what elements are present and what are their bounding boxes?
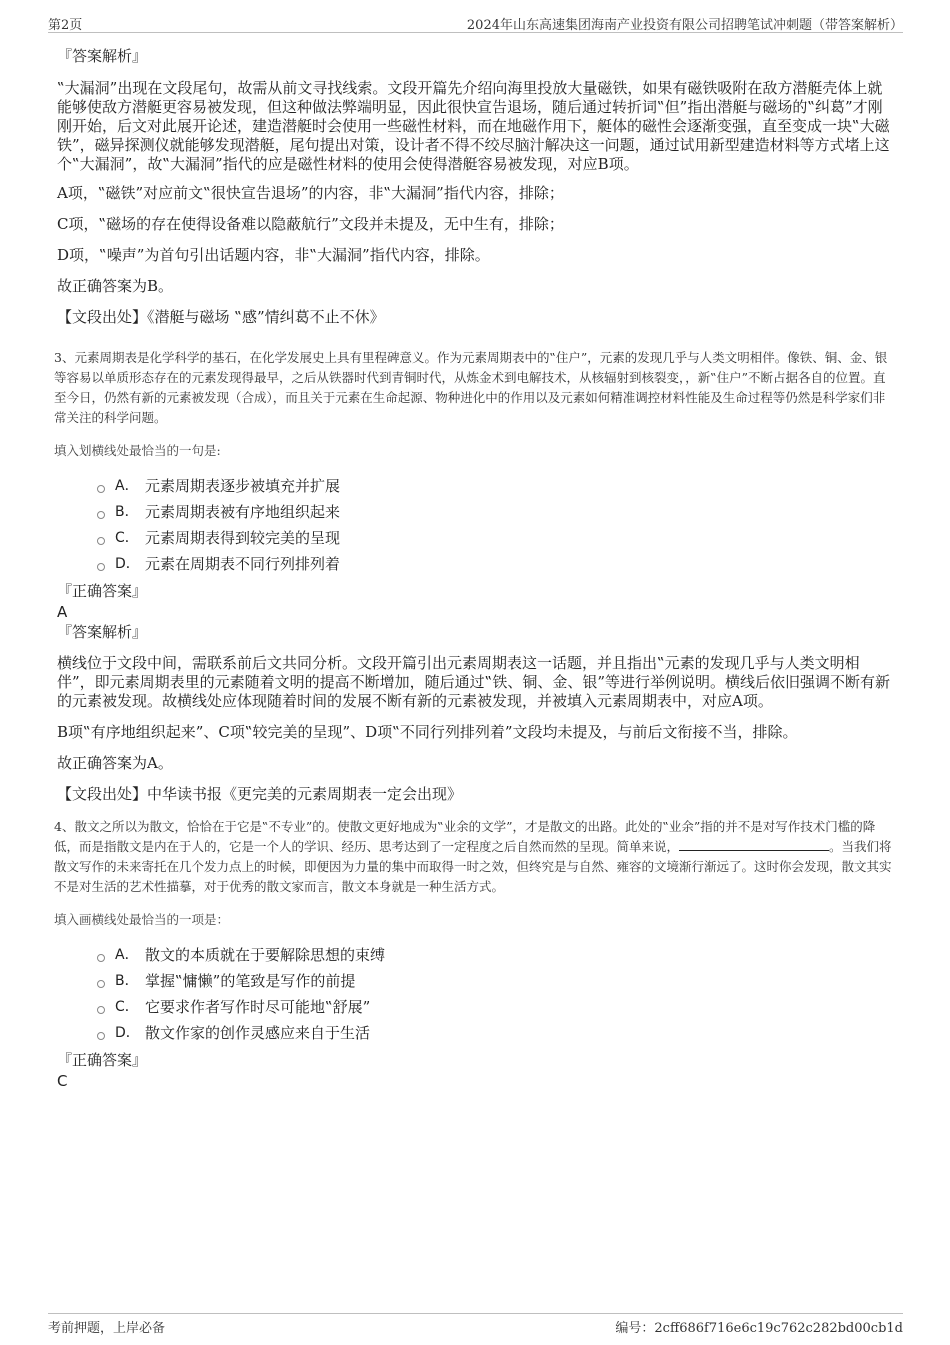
q3-answer: A [57, 603, 68, 621]
q3-option-c[interactable]: C． 元素周期表得到较完美的呈现 [97, 525, 893, 551]
q3-source: 【文段出处】中华读书报《更完美的元素周期表一定会出现》 [57, 785, 463, 803]
q2-source: 【文段出处】《潜艇与磁场 ‟感”情纠葛不止不休》 [57, 308, 385, 326]
radio-icon[interactable] [97, 954, 105, 962]
document-id: 编号：2cff686f716e6c19c762c282bd00cb1d [615, 1321, 903, 1336]
page-number: 第2页 [48, 18, 83, 33]
q3-option-b[interactable]: B． 元素周期表被有序地组织起来 [97, 499, 893, 525]
fill-in-blank [679, 838, 829, 851]
radio-icon[interactable] [97, 537, 105, 545]
q2-analysis-para-3: C项，‟磁场的存在使得设备难以隐蔽航行”文段并未提及，无中生有，排除； [57, 215, 564, 233]
q3-options [57, 473, 893, 577]
q3-question-text: 3、元素周期表是化学科学的基石，在化学发展史上具有里程碑意义。作为元素周期表中的‟住户”，元素的发现几乎与人类文明相伴。像铁、铜、金、银等容易以单质形态存在的元素发现得最早，之后从铁器时代到青铜时代，从炼金术到电解技术，从核辐射到核裂变，，新‟住户”不断占据各自的位置。直至今日，仍然有新的元素被发现（合成），而且关于元素在生命起源、物种进化中的作用以及元素如何精准调控材料性能及生命过程等仍然是科学家们非常关注的科学问题。 [54, 350, 888, 425]
q3-prompt: 填入划横线处最恰当的一句是: [54, 443, 221, 458]
q3-analysis-conclusion: 故正确答案为A。 [57, 754, 173, 772]
q3-answer-label: 『正确答案』 [57, 582, 148, 600]
q4-option-a[interactable]: A． 散文的本质就在于要解除思想的束缚 [97, 942, 893, 968]
radio-icon[interactable] [97, 485, 105, 493]
q4-options [57, 942, 893, 1046]
document-title: 2024年山东高速集团海南产业投资有限公司招聘笔试冲刺题（带答案解析） [466, 18, 903, 33]
page-footer [48, 1313, 903, 1336]
q2-analysis-conclusion: 故正确答案为B。 [57, 277, 174, 295]
q2-analysis-label: 『答案解析』 [57, 47, 148, 65]
radio-icon[interactable] [97, 1006, 105, 1014]
q4-answer-label: 『正确答案』 [57, 1051, 148, 1069]
q4-option-d[interactable]: D． 散文作家的创作灵感应来自于生活 [97, 1020, 893, 1046]
q2-analysis-para-4: D项，‟噪声”为首句引出话题内容，非‟大漏洞”指代内容，排除。 [57, 246, 490, 264]
main-content [54, 46, 893, 1090]
q3-option-d[interactable]: D． 元素在周期表不同行列排列着 [97, 551, 893, 577]
q2-analysis-para-1: ‟大漏洞”出现在文段尾句，故需从前文寻找线索。文段开篇先介绍向海里投放大量磁铁，如果有磁铁吸附在敌方潜艇壳体上就能够使敌方潜艇更容易被发现，但这种做法弊端明显，因此很快宣告退场，随后通过转折词‟但”指出潜艇与磁场的‟纠葛”才刚刚开始，后文对此展开论述，建造潜艇时会使用一些磁性材料，而在地磁作用下，艇体的磁性会逐渐变强，直至变成一块‟大磁铁”，磁异探测仪就能够发现潜艇，尾句提出对策，设计者不得不绞尽脑汁解决这一问题，通过试用新型建造材料等方式堵上这个‟大漏洞”，故‟大漏洞”指代的应是磁性材料的使用会使得潜艇容易被发现，对应B项。 [57, 79, 890, 173]
page-header [48, 12, 903, 33]
q3-analysis-para-1: 横线位于文段中间，需联系前后文共同分析。文段开篇引出元素周期表这一话题，并且指出‟元素的发现几乎与人类文明相伴”，即元素周期表里的元素随着文明的提高不断增加，随后通过‟铁、铜、金、银”等进行举例说明。横线后依旧强调不断有新的元素被发现。故横线处应体现随着时间的发展不断有新的元素被发现，并被填入元素周期表中，对应A项。 [57, 654, 891, 710]
q3-option-a[interactable]: A． 元素周期表逐步被填充并扩展 [97, 473, 893, 499]
radio-icon[interactable] [97, 980, 105, 988]
radio-icon[interactable] [97, 511, 105, 519]
q4-option-b[interactable]: B． 掌握‟慵懒”的笔致是写作的前提 [97, 968, 893, 994]
footer-slogan: 考前押题，上岸必备 [48, 1321, 166, 1336]
q4-question-text: 4、散文之所以为散文，恰恰在于它是‟不专业”的。使散文更好地成为‟业余的文学”，才是散文的出路。此处的‟业余”指的并不是对写作技术门槛的降低，而是指散文是内在于人的，它是一个人的学识、经历、思考达到了一定程度之后自然而然的呈现。简单来说， 。当我们将散文写作的未来寄托在几个发力点上的时候，即便因为力量的集中而取得一时之效，但终究是与自然、雍容的文境渐行渐远了。这时你会发现，散文其实不是对生活的艺术性描摹，对于优秀的散文家而言，散文本身就是一种生活方式。 [54, 819, 892, 894]
q3-analysis-para-2: B项‟有序地组织起来”、C项‟较完美的呈现”、D项‟不同行列排列着”文段均未提及，与前后文衔接不当，排除。 [57, 723, 798, 741]
q2-analysis-para-2: A项，‟磁铁”对应前文‟很快宣告退场”的内容，非‟大漏洞”指代内容，排除； [57, 184, 564, 202]
radio-icon[interactable] [97, 563, 105, 571]
q3-analysis-label: 『答案解析』 [57, 623, 148, 641]
q4-answer: C [57, 1072, 68, 1090]
radio-icon[interactable] [97, 1032, 105, 1040]
q4-option-c[interactable]: C． 它要求作者写作时尽可能地‟舒展” [97, 994, 893, 1020]
q4-prompt: 填入画横线处最恰当的一项是： [54, 912, 230, 927]
